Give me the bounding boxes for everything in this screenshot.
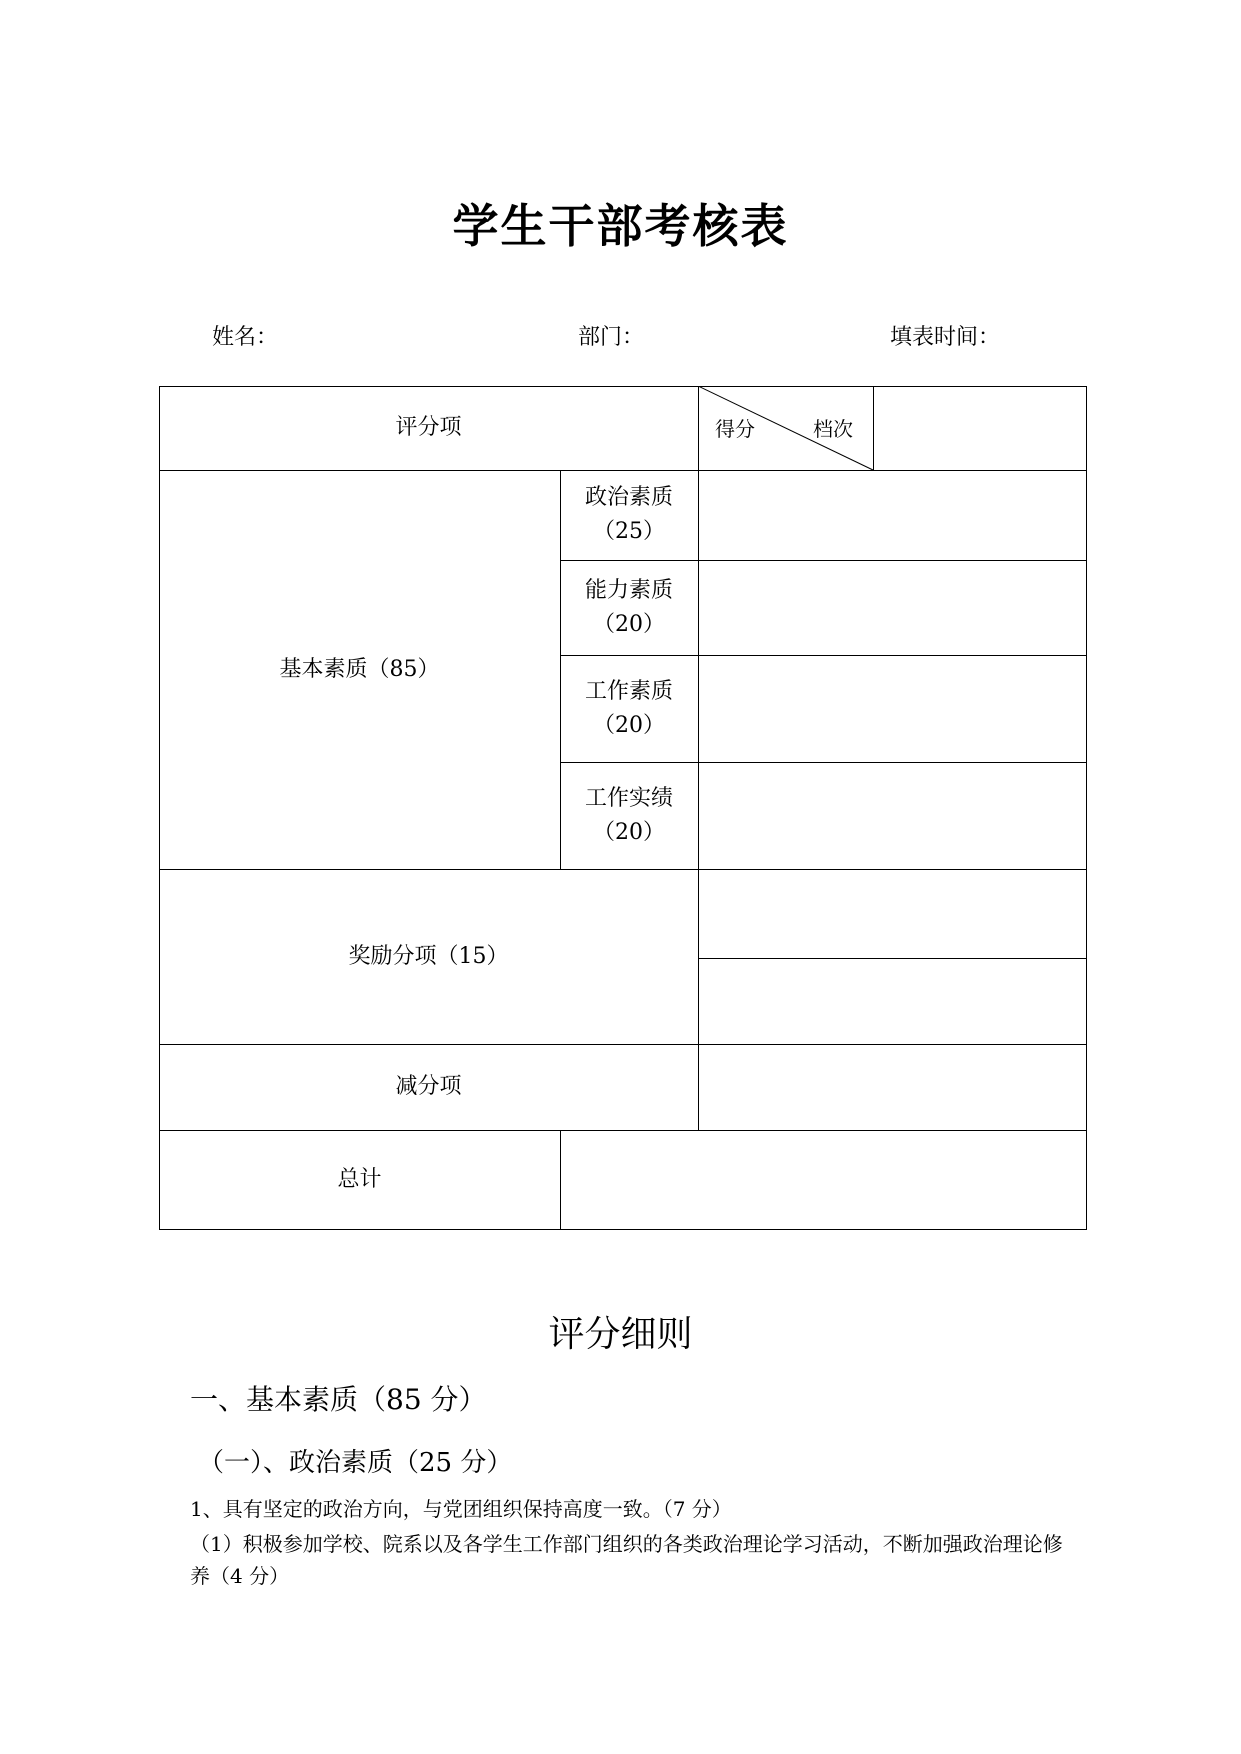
deduction-score-input[interactable] <box>699 1045 1086 1130</box>
sub-item-points: （20） <box>593 819 665 845</box>
item-header-label: 评分项 <box>395 415 462 440</box>
rules-subheading-political: （一）、政治素质（25 分） <box>198 1448 513 1478</box>
ability-score-input[interactable] <box>699 561 1086 655</box>
political-quality-cell <box>560 470 698 560</box>
name-label: 姓名： <box>212 325 279 350</box>
assessment-table <box>159 386 1087 1230</box>
work-performance-cell <box>560 762 698 869</box>
sub-item-points: （20） <box>593 611 665 637</box>
page-title: 学生干部考核表 <box>452 199 789 253</box>
rules-heading-basic: 一、基本素质（85 分） <box>190 1383 487 1416</box>
grade-header-label: 档次 <box>813 417 853 441</box>
fill-date-label: 填表时间： <box>890 325 1001 350</box>
work-performance-score-input[interactable] <box>699 763 1086 869</box>
sub-item-points: （25） <box>593 519 665 544</box>
table-border-right <box>1086 386 1087 1230</box>
rules-paragraph: （1）积极参加学校、院系以及各学生工作部门组织的各类政治理论学习活动，不断加强政治理论修养（4 分） <box>190 1532 1063 1588</box>
rules-title: 评分细则 <box>548 1314 693 1355</box>
total-label: 总计 <box>337 1167 382 1192</box>
score-header-label: 得分 <box>715 417 755 441</box>
department-label: 部门： <box>578 325 645 350</box>
total-score-input[interactable] <box>561 1131 1086 1229</box>
bonus-score-input-1[interactable] <box>699 870 1086 958</box>
ability-quality-cell <box>560 560 698 655</box>
bonus-score-input-2[interactable] <box>699 959 1086 1044</box>
work-quality-cell <box>560 655 698 762</box>
political-score-input[interactable] <box>699 471 1086 560</box>
deduction-items-label: 减分项 <box>395 1074 462 1099</box>
work-quality-score-input[interactable] <box>699 656 1086 762</box>
sub-item-name: 政治素质 <box>584 485 673 510</box>
sub-item-points: （20） <box>593 712 665 738</box>
sub-item-name: 能力素质 <box>584 577 673 603</box>
basic-quality-label: 基本素质（85） <box>279 656 440 682</box>
sub-item-name: 工作素质 <box>584 678 673 704</box>
bonus-items-label: 奖励分项（15） <box>348 943 509 969</box>
sub-item-name: 工作实绩 <box>584 785 673 811</box>
grade-input-cell[interactable] <box>874 387 1086 470</box>
rules-paragraph: 1、具有坚定的政治方向，与党团组织保持高度一致。（7 分） <box>190 1497 732 1521</box>
